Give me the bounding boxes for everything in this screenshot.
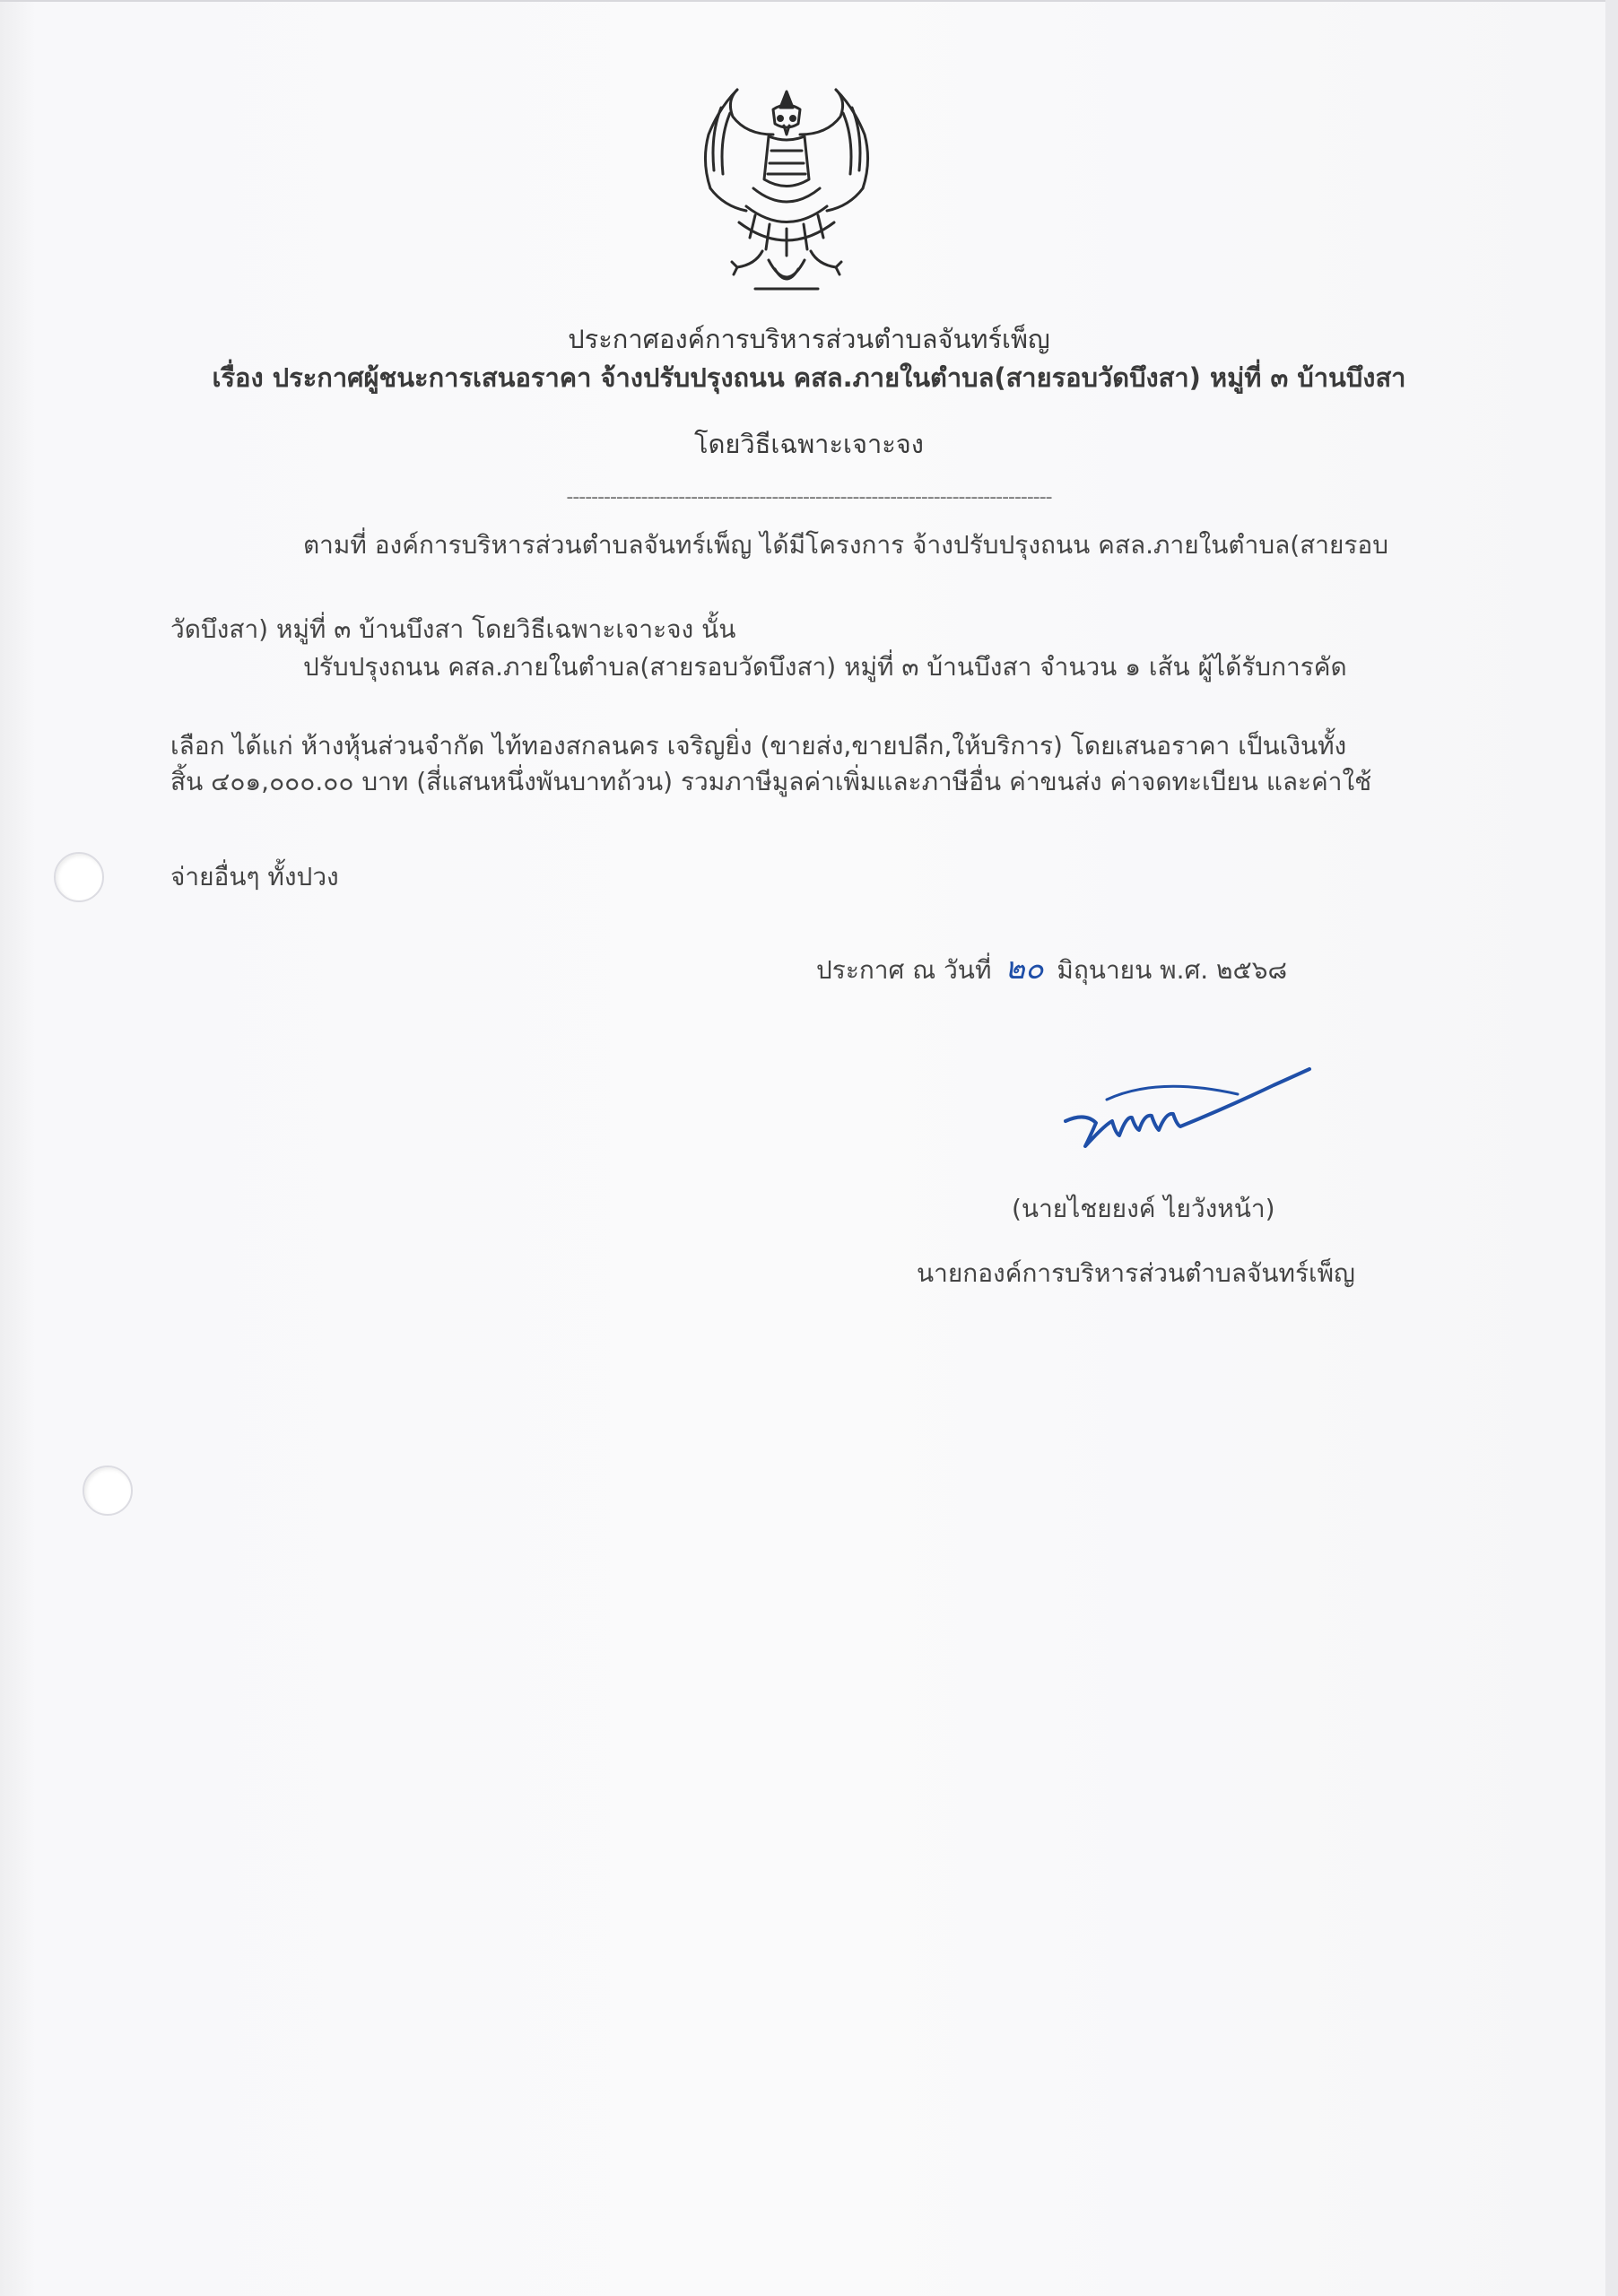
document-subject: เรื่อง ประกาศผู้ชนะการเสนอราคา จ้างปรับปรุงถนน คสล.ภายในตำบล(สายรอบวัดบึงสา) หมู่ที่ ๓ บ้านบึงสา <box>212 362 1406 393</box>
document-subject-continuation: โดยวิธีเฉพาะเจาะจง <box>694 429 924 459</box>
paragraph-2-line-4: จ่ายอื่นๆ ทั้งปวง <box>170 862 339 891</box>
punch-hole-top <box>54 852 104 902</box>
punch-hole-bottom <box>83 1465 133 1516</box>
garuda-emblem-icon <box>683 81 890 305</box>
page-top-edge <box>0 0 1614 2</box>
date-month-year: มิถุนายน พ.ศ. ๒๕๖๘ <box>1057 955 1288 985</box>
document-title: ประกาศองค์การบริหารส่วนตำบลจันทร์เพ็ญ <box>568 324 1050 354</box>
signature-image <box>1049 1058 1318 1157</box>
paragraph-1-line-1: ตามที่ องค์การบริหารส่วนตำบลจันทร์เพ็ญ ได้มีโครงการ จ้างปรับปรุงถนน คสล.ภายในตำบล(สายรอบ <box>303 530 1389 560</box>
paragraph-2-line-2: เลือก ได้แก่ ห้างหุ้นส่วนจำกัด ไท้ทองสกลนคร เจริญยิ่ง (ขายส่ง,ขายปลีก,ให้บริการ) โดยเสนอราคา เป็นเงินทั้ง <box>170 731 1347 761</box>
paragraph-2-line-1: ปรับปรุงถนน คสล.ภายในตำบล(สายรอบวัดบึงสา) หมู่ที่ ๓ บ้านบึงสา จำนวน ๑ เส้น ผู้ได้รับการคัด <box>303 652 1347 682</box>
signatory-position: นายกองค์การบริหารส่วนตำบลจันทร์เพ็ญ <box>917 1258 1355 1288</box>
date-prefix: ประกาศ ณ วันที่ <box>816 955 992 985</box>
date-day-handwritten: ๒๐ <box>1005 951 1044 987</box>
header-divider: ------------------------------------------------------------------------------ <box>566 486 1052 509</box>
paragraph-1-line-2: วัดบึงสา) หมู่ที่ ๓ บ้านบึงสา โดยวิธีเฉพาะเจาะจง นั้น <box>170 614 736 644</box>
signatory-name: (นายไชยยงค์ ไยวังหน้า) <box>1012 1194 1275 1223</box>
paragraph-2-line-3: สิ้น ๔๐๑,๐๐๐.๐๐ บาท (สี่แสนหนึ่งพันบาทถ้วน) รวมภาษีมูลค่าเพิ่มและภาษีอื่น ค่าขนส่ง ค่าจดทะเบียน และค่าใช้ <box>170 767 1372 796</box>
announcement-date <box>816 944 1287 992</box>
